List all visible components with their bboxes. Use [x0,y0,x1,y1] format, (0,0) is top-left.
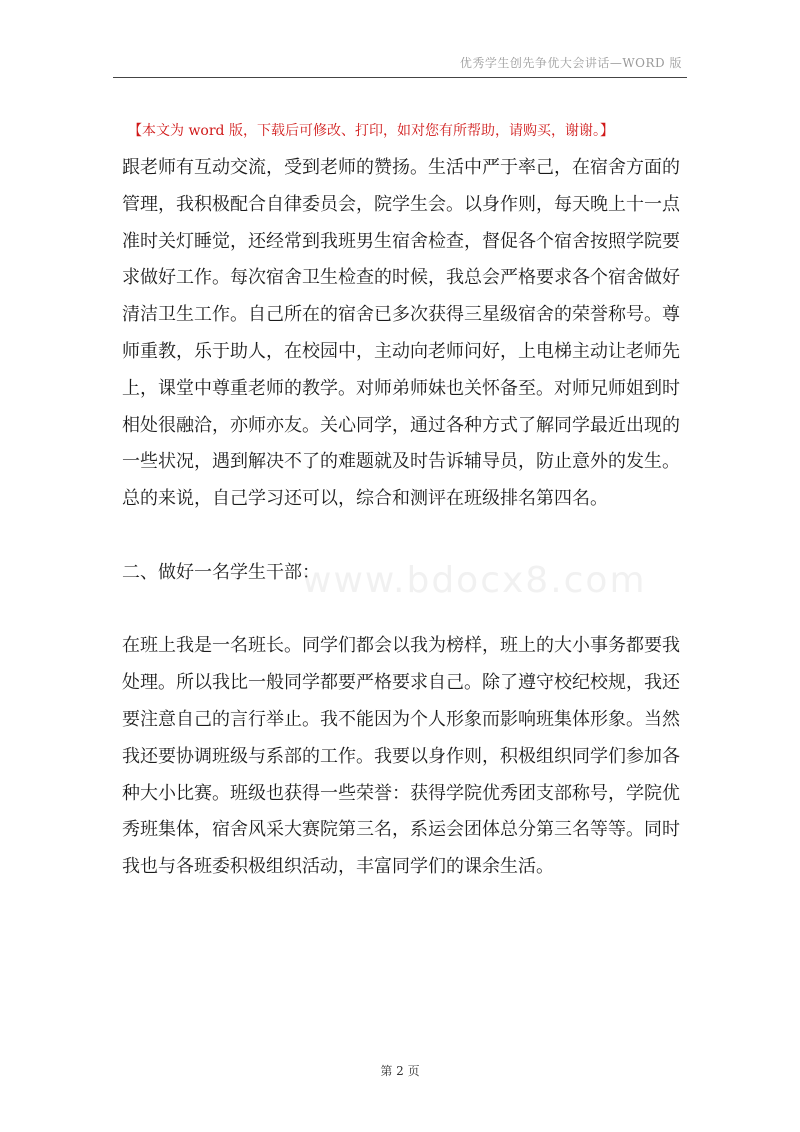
section-heading: 二、做好一名学生干部： [122,561,320,583]
body-paragraph: 跟老师有互动交流，受到老师的赞扬。生活中严于率己，在宿舍方面的管理，我积极配合自律委员会，院学生会。以身作则，每天晚上十一点准时关灯睡觉，还经常到我班男生宿舍检查，督促各个宿舍按照学院要求做好工作。每次宿舍卫生检查的时候，我总会严格要求各个宿舍做好清洁卫生工作。自己所在的宿舍已多次获得三星级宿舍的荣誉称号。尊师重教，乐于助人，在校园中，主动向老师问好，上电梯主动让老师先上，课堂中尊重老师的教学。对师弟师妹也关怀备至。对师兄师姐到时相处很融洽，亦师亦友。关心同学，通过各种方式了解同学最近出现的一些状况，遇到解决不了的难题就及时告诉辅导员，防止意外的发生。总的来说，自己学习还可以，综合和测评在班级排名第四名。 [122,157,680,510]
purchase-notice: 【本文为 word 版，下载后可修改、打印，如对您有所帮助，请购买，谢谢。】 [128,123,614,139]
watermark-text: www.bdocx8.com [302,560,647,601]
document-body [122,150,680,886]
document-header-title: 优秀学生创先争优大会讲话—WORD 版 [459,56,682,70]
body-paragraph: 在班上我是一名班长。同学们都会以我为榜样，班上的大小事务都要我处理。所以我比一般同学都要严格要求自己。除了遵守校纪校规，我还要注意自己的言行举止。我不能因为个人形象而影响班集体形象。当然我还要协调班级与系部的工作。我要以身作则，积极组织同学们参加各种大小比赛。班级也获得一些荣誉：获得学院优秀团支部称号，学院优秀班集体，宿舍风采大赛院第三名，系运会团体总分第三名等等。同时我也与各班委积极组织活动，丰富同学们的课余生活。 [122,635,680,878]
header-divider [113,77,687,78]
page-number: 第 2 页 [380,1064,420,1078]
